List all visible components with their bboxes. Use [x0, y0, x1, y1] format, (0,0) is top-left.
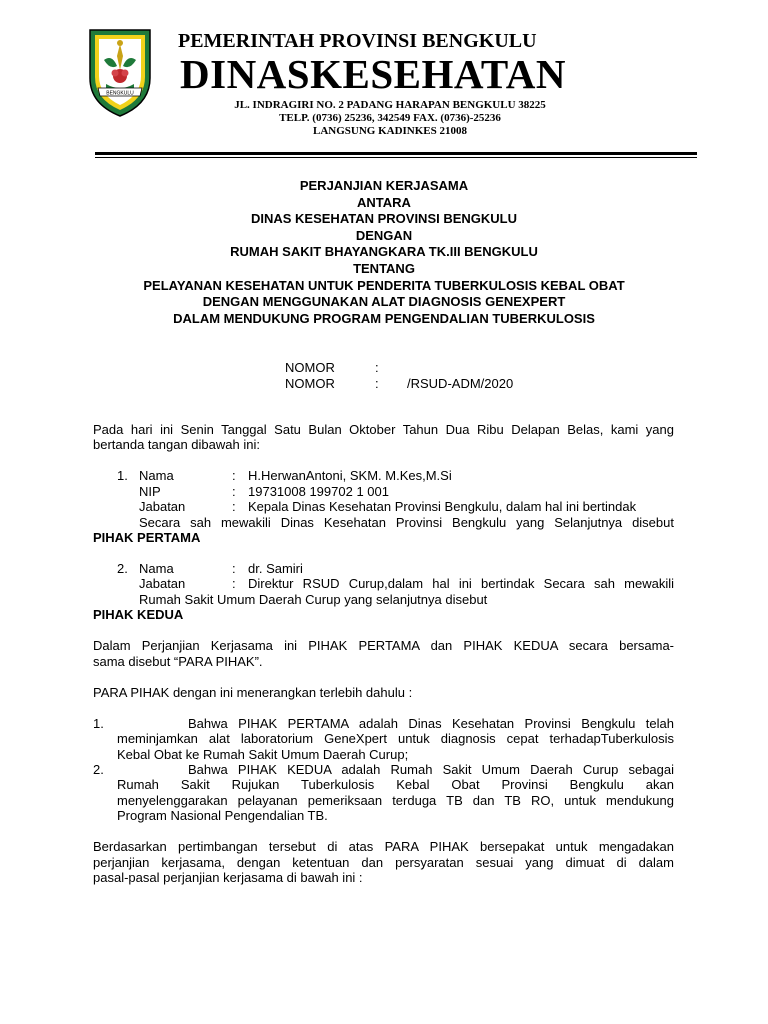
recital-line: menyelenggarakan pelayanan pemeriksaan terduga TB dan TB RO, untuk mendukung: [117, 793, 674, 808]
intro-line: bertanda tangan dibawah ini:: [93, 437, 260, 452]
header-direct: LANGSUNG KADINKES 21008: [312, 125, 468, 137]
party2-position-cont: Rumah Sakit Umum Daerah Curup yang selanjutnya disebut: [139, 592, 488, 607]
paragraph-line: Dalam Perjanjian Kerjasama ini PIHAK PERTAMA dan PIHAK KEDUA secara bersama-: [93, 638, 674, 653]
title-line: PELAYANAN KESEHATAN UNTUK PENDERITA TUBERKULOSIS KEBAL OBAT: [143, 277, 625, 293]
recital-line: Kebal Obat ke Rumah Sakit Umum Daerah Curup;: [117, 747, 409, 762]
title-line: RUMAH SAKIT BHAYANGKARA TK.III BENGKULU: [230, 244, 538, 260]
party1-position-label: Jabatan: [139, 499, 186, 514]
recital-line: Bahwa PIHAK PERTAMA adalah Dinas Kesehatan Provinsi Bengkulu telah: [188, 716, 674, 731]
paragraph-line: perjanjian kerjasama, dengan ketentuan dan persyaratan sesuai yang dimuat di dalam: [93, 855, 674, 870]
party2-name-label: Nama: [139, 561, 174, 576]
title-line: ANTARA: [357, 194, 411, 210]
nomor-label: NOMOR: [285, 376, 335, 391]
party2-name-colon: :: [232, 561, 236, 576]
recital-line: Bahwa PIHAK KEDUA adalah Rumah Sakit Umum Daerah Curup sebagai: [188, 762, 674, 777]
party1-name-colon: :: [232, 468, 236, 483]
paragraph-line: PARA PIHAK dengan ini menerangkan terlebih dahulu :: [93, 685, 413, 700]
title-line: DALAM MENDUKUNG PROGRAM PENGENDALIAN TUBERKULOSIS: [173, 310, 595, 326]
recital-number: 1.: [93, 716, 104, 731]
letterhead-rule-thin: [95, 157, 697, 158]
title-line: DENGAN: [355, 227, 413, 243]
nomor-colon: :: [375, 360, 379, 375]
party2-name-value: dr. Samiri: [248, 561, 303, 576]
document-title: [0, 178, 768, 327]
party1-name-value: H.HerwanAntoni, SKM. M.Kes,M.Si: [248, 468, 452, 483]
title-line: TENTANG: [353, 260, 415, 276]
letterhead-rule-thick: [95, 152, 697, 155]
party1-position-cont: Secara sah mewakili Dinas Kesehatan Provinsi Bengkulu yang Selanjutnya disebut: [139, 515, 674, 530]
paragraph-line: sama disebut “PARA PIHAK”.: [93, 654, 263, 669]
party2-position-label: Jabatan: [139, 576, 186, 591]
party1-position-value: Kepala Dinas Kesehatan Provinsi Bengkulu, dalam hal ini bertindak: [248, 499, 637, 514]
paragraph-line: pasal-pasal perjanjian kerjasama di bawah ini :: [93, 870, 363, 885]
nomor-colon: :: [375, 376, 379, 391]
title-line: DENGAN MENGGUNAKAN ALAT DIAGNOSIS GENEXPERT: [202, 294, 566, 310]
title-line: DINAS KESEHATAN PROVINSI BENGKULU: [250, 211, 518, 227]
party1-nip-colon: :: [232, 484, 236, 499]
party2-position-value: Direktur RSUD Curup,dalam hal ini bertindak Secara sah mewakili: [248, 576, 674, 591]
recital-line: meminjamkan alat laboratorium GeneXpert untuk diagnosis cepat terhadapTuberkulosis: [117, 731, 674, 746]
header-phone: TELP. (0736) 25236, 342549 FAX. (0736)-25236: [279, 112, 501, 124]
party1-number: 1.: [117, 468, 128, 483]
recital-number: 2.: [93, 762, 104, 777]
party2-position-colon: :: [232, 576, 236, 591]
party1-position-colon: :: [232, 499, 236, 514]
intro-line: Pada hari ini Senin Tanggal Satu Bulan Oktober Tahun Dua Ribu Delapan Belas, kami yang: [93, 422, 674, 437]
recital-line: Rumah Sakit Rujukan Tuberkulosis Kebal Obat Provinsi Bengkulu akan: [117, 777, 674, 792]
party1-nip-label: NIP: [139, 484, 161, 499]
party2-number: 2.: [117, 561, 128, 576]
party1-role: PIHAK PERTAMA: [93, 530, 201, 545]
nomor-label: NOMOR: [285, 360, 335, 375]
paragraph-line: Berdasarkan pertimbangan tersebut di atas PARA PIHAK bersepakat untuk mengadakan: [93, 839, 674, 854]
nomor-value: /RSUD-ADM/2020: [407, 376, 514, 391]
party1-nip-value: 19731008 199702 1 001: [248, 484, 389, 499]
header-org: PEMERINTAH PROVINSI BENGKULU: [178, 30, 537, 52]
header-office: DINASKESEHATAN: [180, 51, 566, 97]
party1-name-label: Nama: [139, 468, 174, 483]
header-address: JL. INDRAGIRI NO. 2 PADANG HARAPAN BENGKULU 38225: [234, 99, 546, 111]
recital-line: Program Nasional Pengendalian TB.: [117, 808, 328, 823]
logo-ribbon-text: BENGKULU: [106, 90, 134, 97]
title-line: PERJANJIAN KERJASAMA: [299, 178, 469, 193]
header-address-block: [0, 99, 768, 138]
party2-role: PIHAK KEDUA: [93, 607, 184, 622]
